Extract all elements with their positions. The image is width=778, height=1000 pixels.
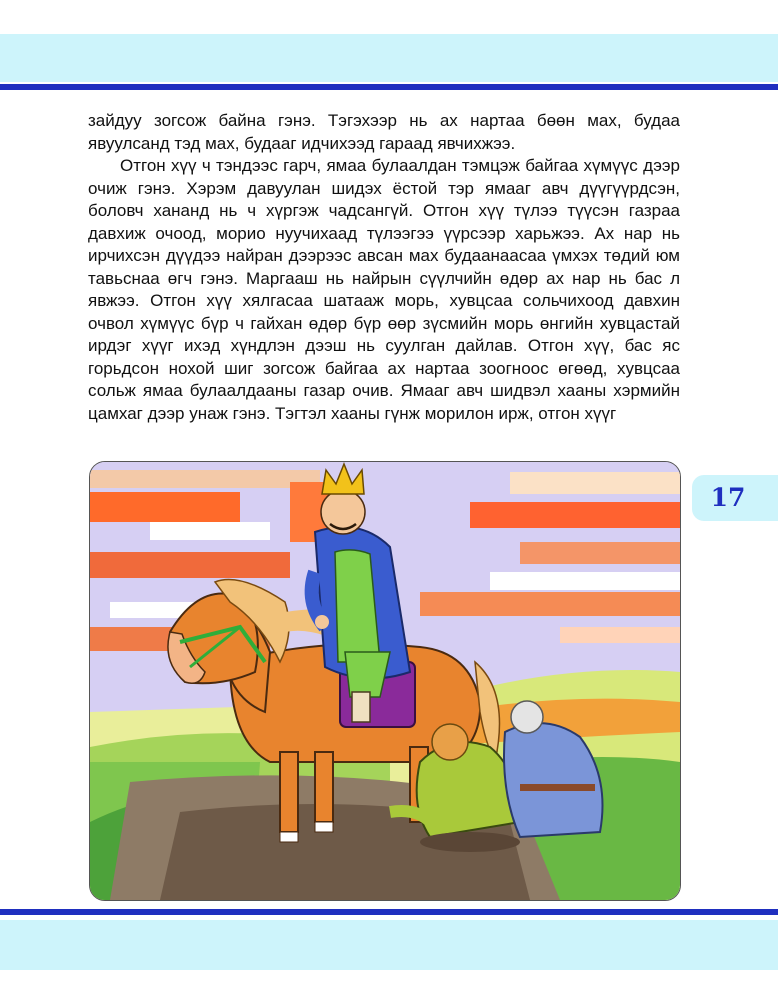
illustration-drawing: [90, 462, 680, 900]
story-paragraph-1: зайдуу зогсож байна гэнэ. Тэгэхээр нь ах нартаа бөөн мах, будаа явуулсанд тэд мах, будааг идчихээд гараад явчихжээ.: [88, 111, 680, 153]
story-illustration: [89, 461, 681, 901]
story-paragraph-2: Отгон хүү ч тэндээс гарч, ямаа булаалдан тэмцэж байгаа хүмүүс дээр очиж гэнэ. Хэрэм давуулан шидэх ёстой тэр ямааг авч дүүгүүрдсэн, боловч хананд нь ч хүргэж чадсангүй. Отгон хүү түлээ түүсэн газраа давхиж очоод, морио нуучихаад түлээгээ үүрсээр харьжээ. Ах нар нь ирчихсэн дүүдээ найран дээрээс авсан мах будаанаасаа үмхэх төдий юм тавьснаа өгч гэнэ. Маргааш нь найрын сүүлчийн өдөр ах нар нь бас л явжээ. Отгон хүү хялгасаа шатааж морь, хувцсаа сольчихоод давхин очвол хүмүүс бүр ч гайхан өдөр бүр өөр зүсмийн морь өнгийн хувцастай ирдэг хүүг ихэд хүндлэн дээш нь суулган дайлав. Отгон хүү, бас яс горьдсон нохой шиг зогсож байгаа ах нартаа зоогноос өгөөд, хувцсаа сольж ямаа булаалдааны газар очив. Ямааг авч шидвэл хааны хэрмийн цамхаг дээр унаж гэнэ. Тэгтэл хааны гүнж морилон ирж, отгон хүүг: [88, 156, 680, 423]
top-blue-rule: [0, 84, 778, 90]
bottom-blue-rule: [0, 909, 778, 915]
top-header-band: [0, 34, 778, 82]
page-number: 17: [710, 483, 746, 512]
page-number-tab: [692, 475, 778, 521]
story-text: [88, 110, 680, 425]
bottom-footer-band: [0, 920, 778, 970]
